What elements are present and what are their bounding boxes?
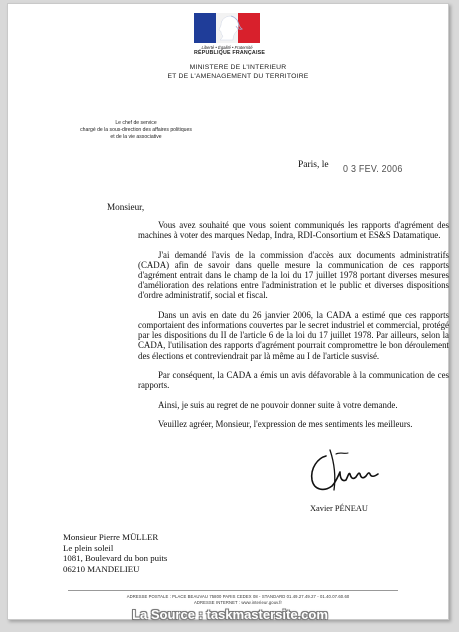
footer-divider	[68, 590, 398, 591]
letter-paragraph: J'ai demandé l'avis de la commission d'accès aux documents administratifs (CADA) afin de savoir dans quelle mesure la communication de ces rapports d'agrément entrait dans le champ de la loi du 17 juillet 1978 portant diverses mesures d'amélioration des relations entre l'administration et le public et diverses dispositions d'ordre administratif, social et fiscal.	[138, 249, 449, 301]
ministry-line: ET DE L'AMENAGEMENT DU TERRITOIRE	[167, 73, 309, 80]
recipient-name: Monsieur Pierre MÜLLER	[63, 532, 159, 542]
footer	[48, 594, 428, 606]
letter-paragraph: Dans un avis en date du 26 janvier 2006, la CADA a estimé que ces rapports comportaient des informations couvertes par le secret industriel et commercial, protégé par les dispositions du II de l'article 6 de la loi du 17 juillet 1978. Par ailleurs, selon la CADA, l'utilisation des rapports d'agrément pourrait compromettre le bon déroulement des élections et contreviendrait par là même au I de l'article susvisé.	[138, 309, 449, 361]
sender-service	[61, 120, 211, 141]
letter-paragraph: Par conséquent, la CADA a émis un avis défavorable à la communication de ces rapports.	[138, 370, 449, 391]
sender-line: et de la vie associative	[110, 134, 162, 140]
signer-name: Xavier PÉNEAU	[310, 504, 368, 513]
sender-line: chargé de la sous-direction des affaires politiques	[80, 127, 192, 133]
salutation: Monsieur,	[107, 202, 145, 212]
recipient-line: Le plein soleil	[63, 542, 114, 553]
republic-name: RÉPUBLIQUE FRANÇAISE	[194, 50, 266, 56]
letter-body	[138, 220, 449, 429]
footer-line: ADRESSE INTERNET : www.interieur.gouv.fr	[193, 600, 283, 605]
ministry-heading	[138, 63, 338, 81]
tricolor-flag-icon	[194, 13, 260, 43]
recipient-address	[63, 532, 167, 574]
republique-francaise-logo	[194, 13, 266, 56]
date-stamp: 0 3 FEV. 2006	[343, 163, 403, 175]
date-place: Paris, le	[298, 160, 329, 170]
marianne-profile-icon	[211, 15, 243, 41]
footer-line: ADRESSE POSTALE : PLACE BEAUVAU 75800 PARIS CEDEX 08 - STANDARD 01.49.27.49.27 - 01.40.07.60.60	[126, 594, 350, 599]
letter-page	[7, 3, 449, 620]
ministry-line: MINISTERE DE L'INTERIEUR	[189, 64, 287, 71]
source-watermark: La Source : taskmastersite.com	[132, 607, 328, 622]
republic-motto: Liberté • Égalité • Fraternité	[201, 45, 253, 50]
recipient-line: 06210 MANDELIEU	[63, 563, 140, 574]
letter-paragraph: Vous avez souhaité que vous soient communiqués les rapports d'agrément des machines à voter des marques Nedap, Indra, RDI-Consortium et ES&S Datamatique.	[138, 220, 449, 241]
handwritten-signature	[296, 446, 386, 506]
recipient-line: 1081, Boulevard du bon puits	[63, 553, 168, 564]
letter-paragraph: Ainsi, je suis au regret de ne pouvoir donner suite à votre demande.	[158, 399, 398, 410]
letter-paragraph: Veuillez agréer, Monsieur, l'expression de mes sentiments les meilleurs.	[158, 418, 413, 429]
sender-line: Le chef de service	[115, 120, 157, 126]
